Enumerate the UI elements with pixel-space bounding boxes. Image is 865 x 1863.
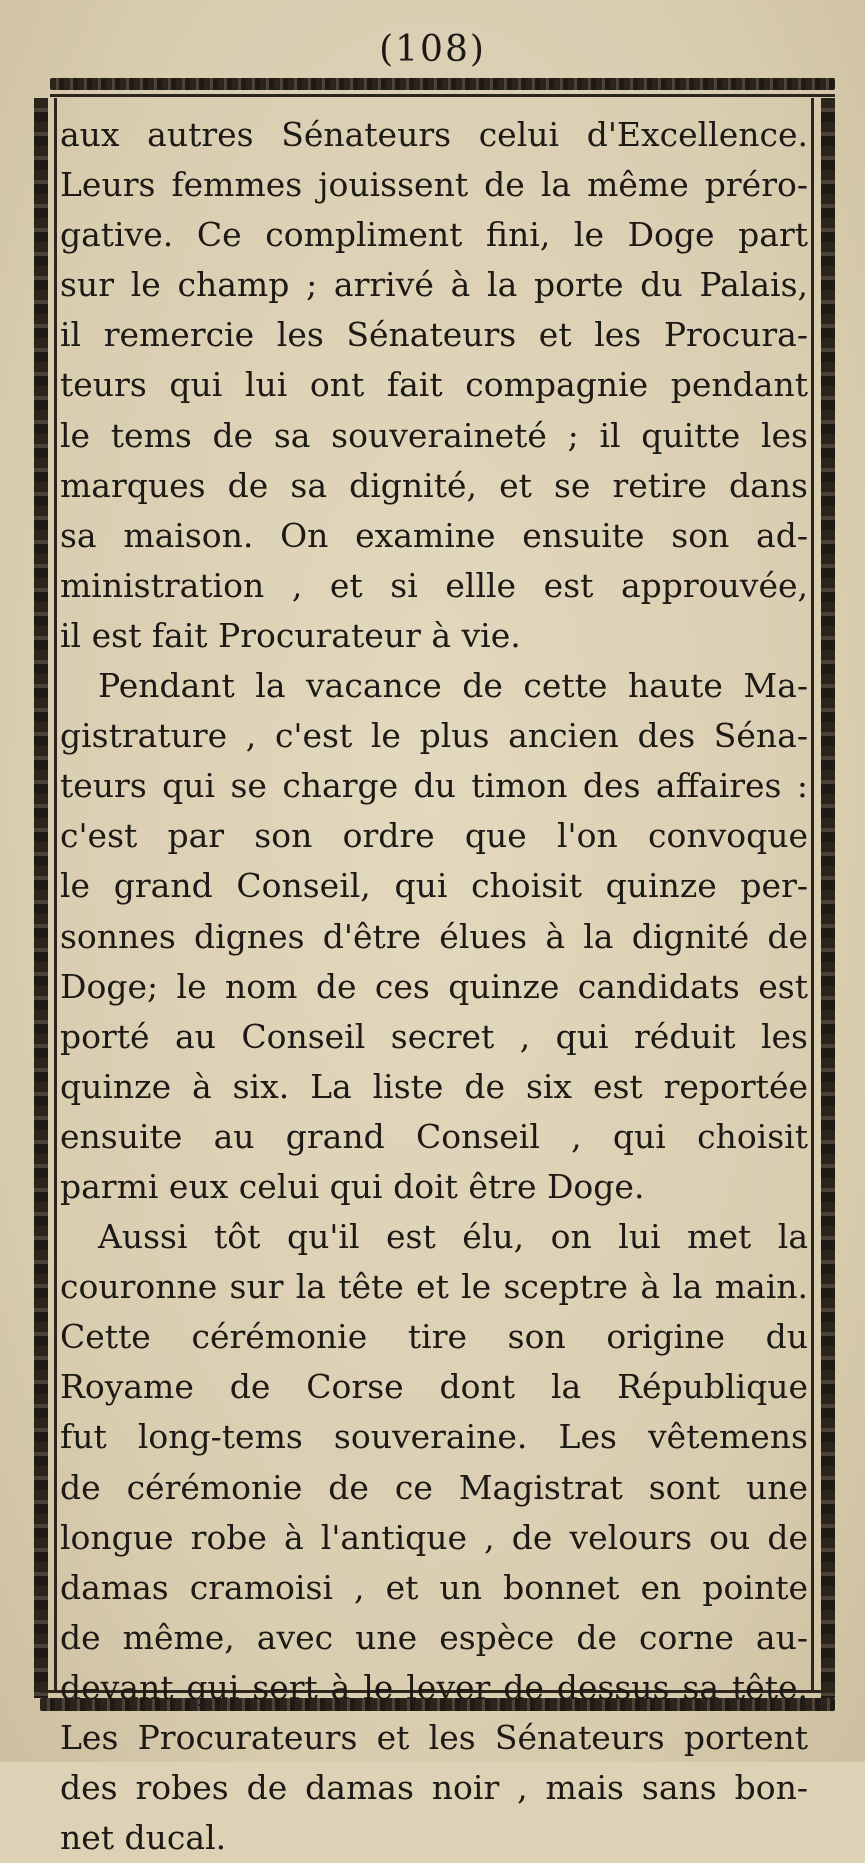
- text-line: Cette cérémonie tire son origine du: [60, 1317, 808, 1357]
- text-line: devant qui sert à le lever de dessus sa tête.: [60, 1667, 808, 1707]
- text-line: sur le champ ; arrivé à la porte du Palais,: [60, 265, 808, 305]
- text-line: ministration , et si ellle est approuvée,: [60, 565, 808, 605]
- page-number: (108): [379, 29, 486, 70]
- left-border-inner-rule: [54, 98, 57, 1692]
- text-line: il est fait Procurateur à vie.: [60, 615, 521, 655]
- text-line: net ducal.: [60, 1818, 227, 1858]
- text-line: teurs qui se charge du timon des affaires :: [60, 766, 808, 806]
- text-line: quinze à six. La liste de six est reportée: [60, 1066, 808, 1106]
- text-line: marques de sa dignité, et se retire dans: [60, 465, 808, 505]
- right-border-rule: [821, 98, 835, 1698]
- text-line: sa maison. On examine ensuite son ad-: [60, 515, 808, 555]
- right-border-inner-rule: [811, 98, 814, 1692]
- text-line: Aussi tôt qu'il est élu, on lui met la: [98, 1217, 808, 1257]
- text-line: parmi eux celui qui doit être Doge.: [60, 1166, 645, 1206]
- left-border-rule: [34, 98, 48, 1698]
- text-line: gistrature , c'est le plus ancien des Séna-: [60, 716, 808, 756]
- body-text: [60, 110, 808, 1858]
- text-line: le grand Conseil, qui choisit quinze per-: [60, 866, 808, 906]
- text-line: damas cramoisi , et un bonnet en pointe: [60, 1567, 808, 1607]
- text-line: des robes de damas noir , mais sans bon-: [60, 1768, 808, 1808]
- text-line: il remercie les Sénateurs et les Procura-: [60, 315, 808, 355]
- text-line: de même, avec une espèce de corne au-: [60, 1617, 808, 1657]
- text-line: porté au Conseil secret , qui réduit les: [60, 1016, 808, 1056]
- text-line: Pendant la vacance de cette haute Ma-: [98, 666, 808, 706]
- text-line: Doge; le nom de ces quinze candidats est: [60, 966, 808, 1006]
- text-line: aux autres Sénateurs celui d'Excellence.: [60, 115, 808, 154]
- text-line: c'est par son ordre que l'on convoque: [60, 816, 808, 856]
- text-line: ensuite au grand Conseil , qui choisit: [60, 1116, 808, 1156]
- text-line: gative. Ce compliment fini, le Doge part: [60, 215, 808, 255]
- text-line: sonnes dignes d'être élues à la dignité de: [60, 916, 808, 956]
- top-border-rule: [50, 78, 835, 90]
- text-line: teurs qui lui ont fait compagnie pendant: [60, 365, 808, 405]
- text-line: Les Procurateurs et les Sénateurs portent: [60, 1718, 808, 1757]
- text-line: couronne sur la tête et le sceptre à la main.: [60, 1267, 808, 1307]
- top-border-inner-rule: [50, 94, 835, 97]
- text-line: Royame de Corse dont la République: [60, 1367, 808, 1407]
- text-line: Leurs femmes jouissent de la même préro-: [60, 165, 808, 205]
- text-line: fut long-tems souveraine. Les vêtemens: [60, 1417, 808, 1457]
- text-line: longue robe à l'antique , de velours ou de: [60, 1517, 808, 1557]
- text-line: le tems de sa souveraineté ; il quitte les: [60, 415, 808, 455]
- text-line: de cérémonie de ce Magistrat sont une: [60, 1467, 808, 1507]
